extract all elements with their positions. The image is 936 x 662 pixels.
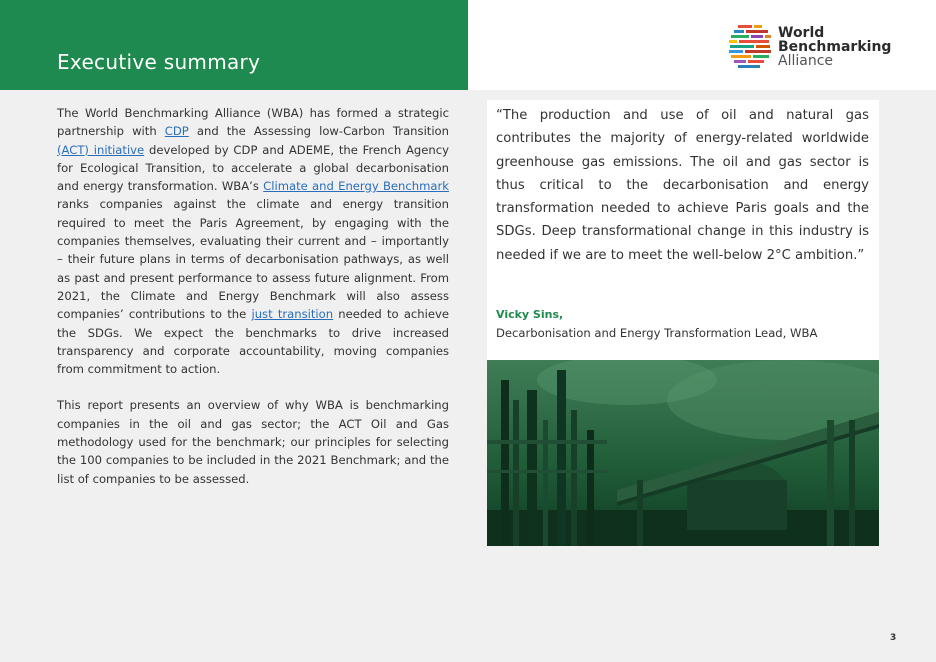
page-number: 3	[890, 633, 897, 643]
text-span: The World Benchmarking Alliance (WBA) has formed a strategic partnership with	[57, 106, 449, 139]
wba-logo	[728, 24, 892, 72]
quote-author: Vicky Sins,	[496, 308, 564, 321]
logo-text-world: World	[778, 25, 825, 41]
intro-paragraph	[57, 104, 449, 378]
wba-logo-icon	[728, 24, 774, 72]
just-transition-link[interactable]: just transition	[251, 307, 334, 322]
text-span: and the Assessing low-Carbon Transition	[188, 124, 449, 139]
text-span: ranks companies against the climate and energy transition required to meet the Paris Agreement, by engaging with the companies themselves, evaluating their current and – importantly – their future plans in terms of decarbonisation pathways, as well as past and present performance to assess future alignment. From 2021, the Climate and Energy Benchmark will also assess companies’ contributions to the	[57, 197, 449, 322]
act-initiative-link[interactable]: (ACT) initiative	[57, 142, 145, 157]
body-text	[57, 104, 449, 506]
overview-paragraph: This report presents an overview of why WBA is benchmarking companies in the oil and gas sector; the ACT Oil and Gas methodology used for the benchmark; our principles for selecting the 100 companies to be included in the 2021 Benchmark; and the list of companies to be assessed.	[57, 398, 449, 486]
quote-text: “The production and use of oil and natural gas contributes the majority of energy-related worldwide greenhouse gas emissions. The oil and gas sector is thus critical to the decarbonisation and energy transformation needed to achieve Paris goals and the SDGs. Deep transformational change in this industry is needed if we are to meet the well-below 2°C ambition.”	[496, 108, 869, 263]
climate-energy-benchmark-link[interactable]: Climate and Energy Benchmark	[263, 179, 450, 194]
text-span: developed by CDP and ADEME, the French Agency for Ecological Transition, to accelerate a global decarbonisation and energy transformation. WBA’s	[57, 142, 449, 194]
logo-text-benchmarking: Benchmarking	[778, 39, 892, 55]
quote-author-role: Decarbonisation and Energy Transformation Lead, WBA	[496, 326, 818, 340]
quote-box	[487, 100, 879, 360]
page-title: Executive summary	[57, 50, 261, 74]
logo-text-alliance: Alliance	[778, 53, 834, 69]
header-band	[0, 0, 468, 90]
cdp-link[interactable]: CDP	[164, 124, 189, 139]
oil-gas-facility-photo	[487, 360, 879, 546]
text-span: needed to achieve the SDGs. We expect the benchmarks to drive increased transparency and corporate accountability, moving companies from commitment to action.	[57, 307, 449, 377]
